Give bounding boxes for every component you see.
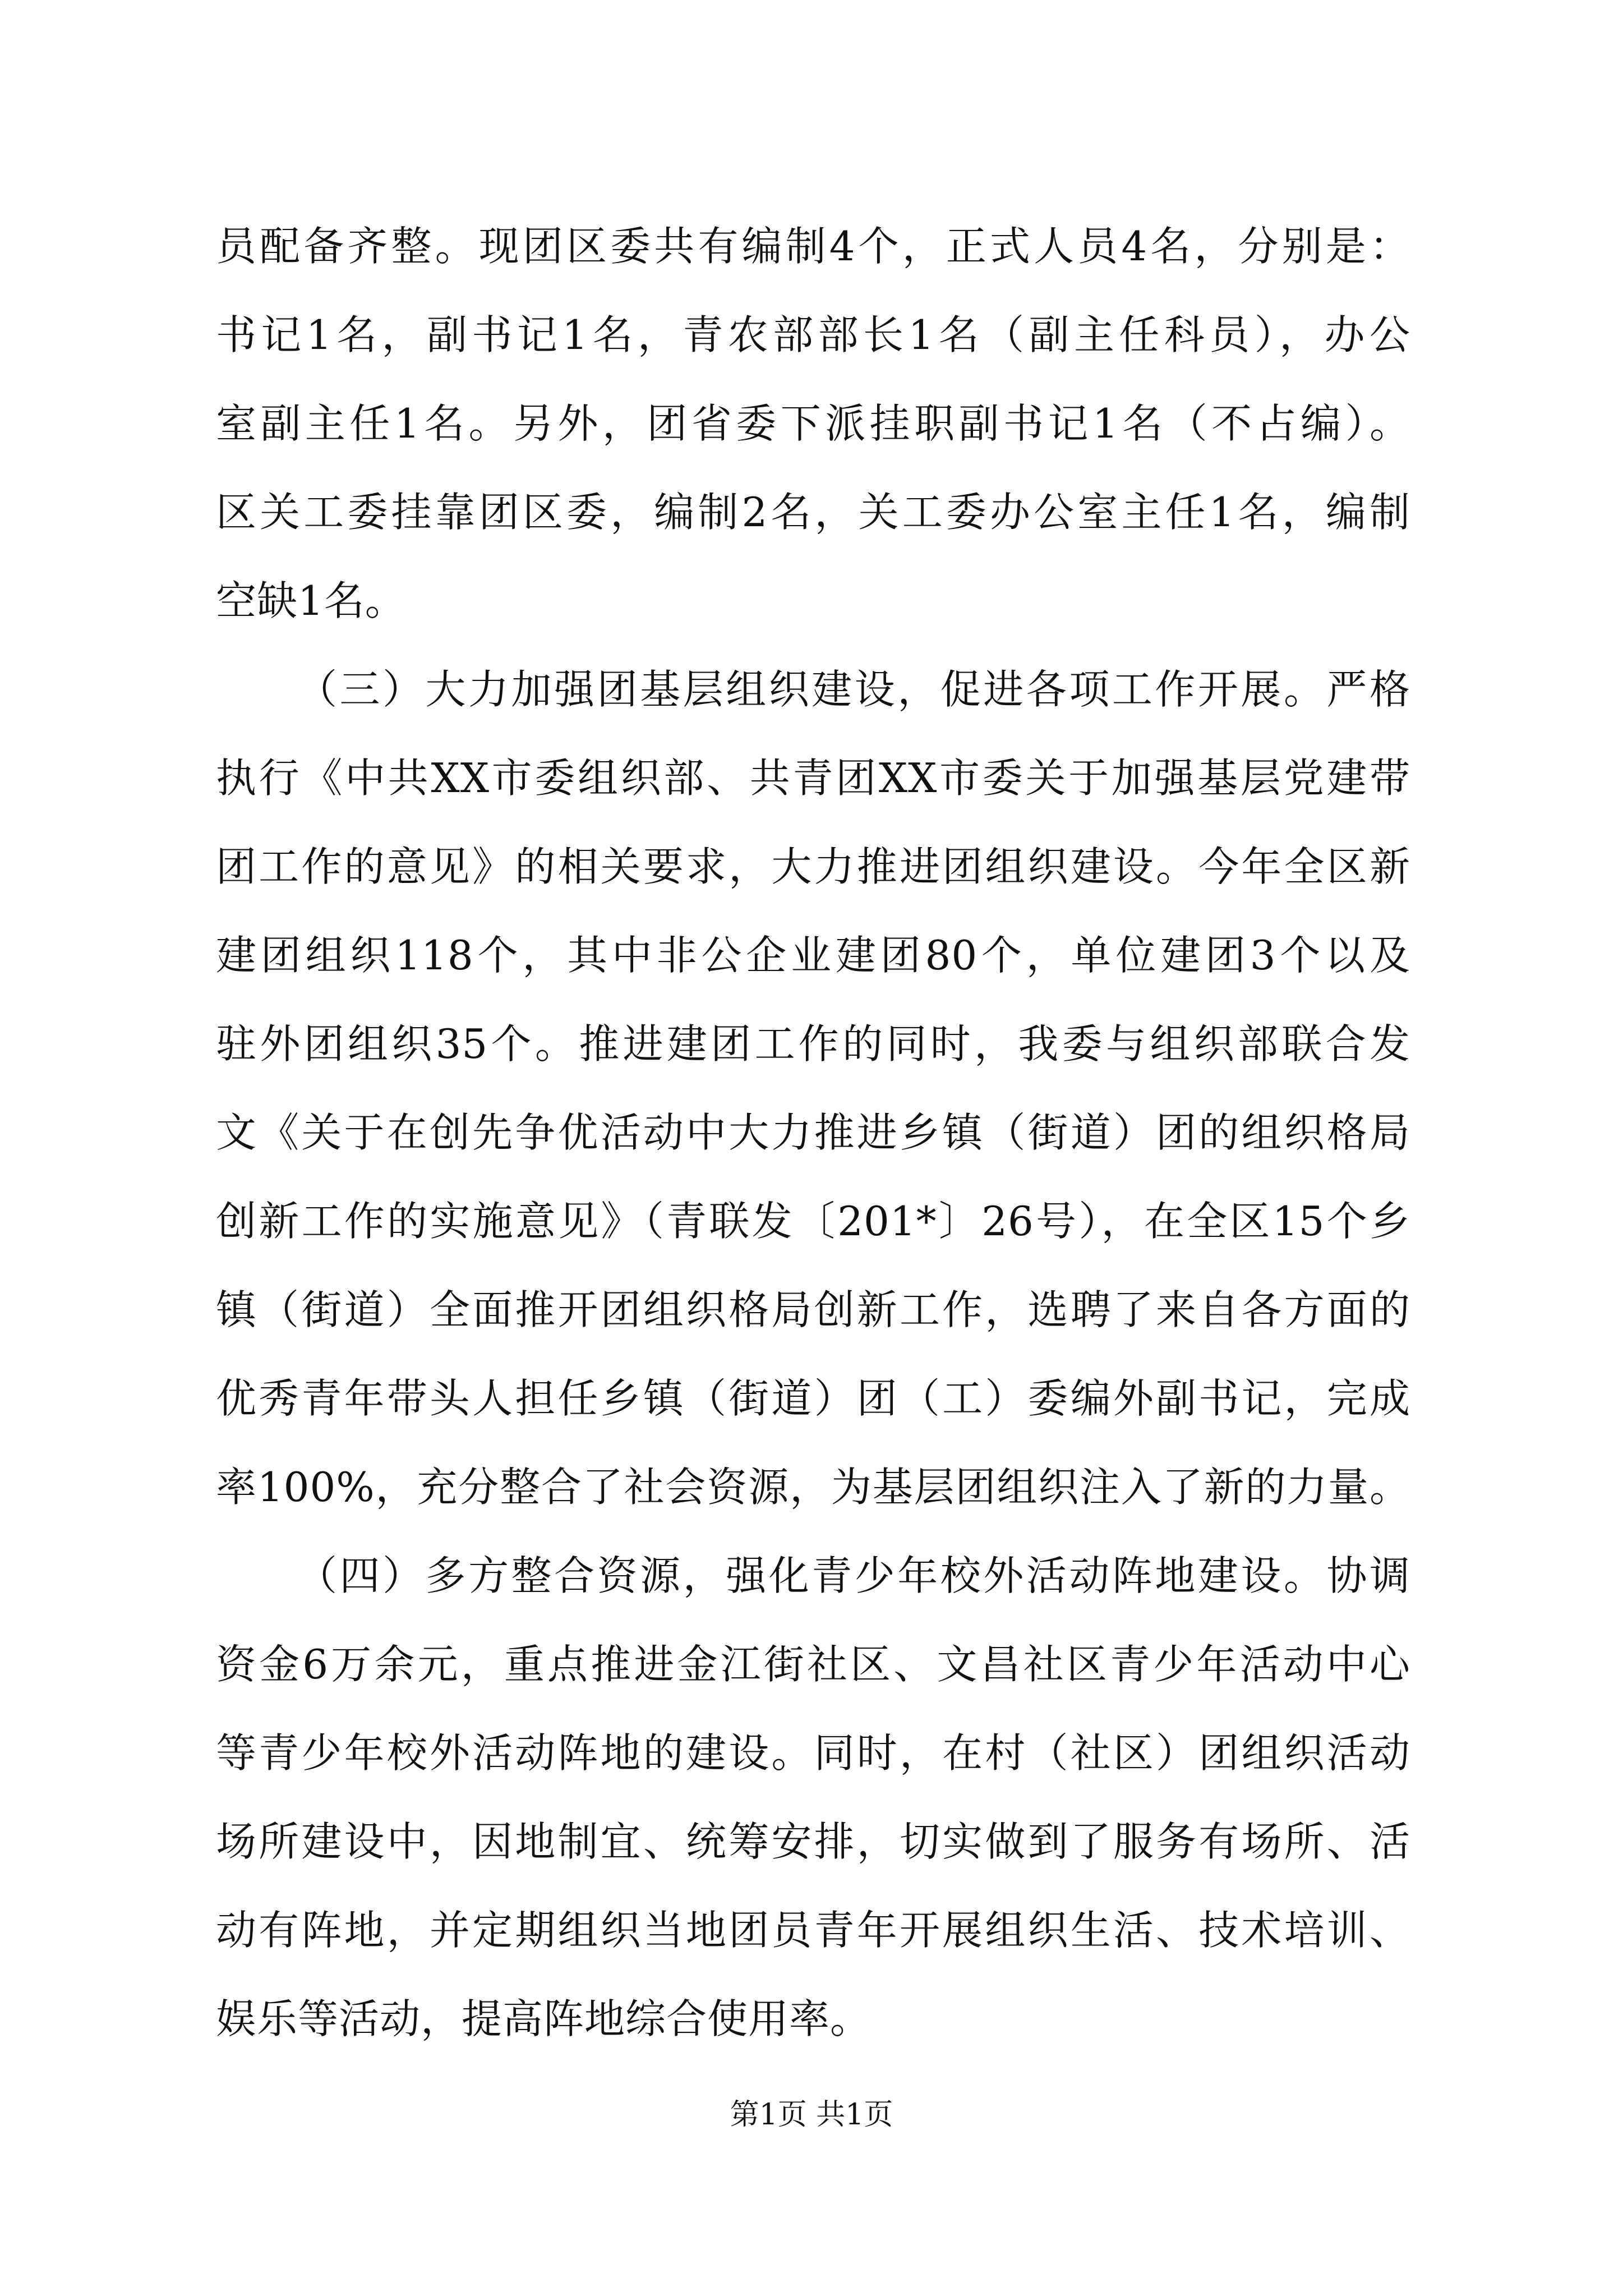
document-body — [216, 202, 1410, 2063]
paragraph-line: 镇（街道）全面推开团组织格局创新工作，选聘了来自各方面的 — [216, 1286, 1410, 1333]
paragraph-heading-line: （四）多方整合资源，强化青少年校外活动阵地建设。协调 — [297, 1552, 1410, 1599]
paragraph-line: 驻外团组织35个。推进建团工作的同时，我委与组织部联合发 — [216, 1020, 1410, 1068]
paragraph-line: 团工作的意见》的相关要求，大力推进团组织建设。今年全区新 — [216, 843, 1410, 890]
paragraph-line: 动有阵地，并定期组织当地团员青年开展组织生活、技术培训、 — [216, 1907, 1410, 1954]
paragraph-line: 建团组织118个，其中非公企业建团80个，单位建团3个以及 — [216, 932, 1410, 979]
paragraph-line: 资金6万余元，重点推进金江街社区、文昌社区青少年活动中心 — [216, 1641, 1410, 1688]
paragraph-line: 书记1名，副书记1名，青农部部长1名（副主任科员），办公 — [216, 311, 1410, 358]
paragraph-line: 执行《中共XX市委组织部、共青团XX市委关于加强基层党建带 — [216, 754, 1410, 802]
paragraph-heading-line: （三）大力加强团基层组织建设，促进各项工作开展。严格 — [297, 666, 1410, 713]
paragraph-line: 区关工委挂靠团区委，编制2名，关工委办公室主任1名，编制 — [216, 489, 1410, 536]
paragraph-line: 率100%，充分整合了社会资源，为基层团组织注入了新的力量。 — [216, 1464, 1410, 1511]
paragraph-line: 娱乐等活动，提高阵地综合使用率。 — [216, 1995, 872, 2042]
paragraph-line: 优秀青年带头人担任乡镇（街道）团（工）委编外副书记，完成 — [216, 1375, 1410, 1422]
paragraph-line: 场所建设中，因地制宜、统筹安排，切实做到了服务有场所、活 — [216, 1818, 1410, 1865]
paragraph-line: 室副主任1名。另外，团省委下派挂职副书记1名（不占编）。 — [216, 400, 1410, 447]
paragraph-line: 空缺1名。 — [216, 577, 406, 624]
paragraph-line: 等青少年校外活动阵地的建设。同时，在村（社区）团组织活动 — [216, 1729, 1410, 1777]
paragraph-line: 文《关于在创先争优活动中大力推进乡镇（街道）团的组织格局 — [216, 1109, 1410, 1156]
paragraph-line: 员配备齐整。现团区委共有编制4个，正式人员4名，分别是： — [216, 223, 1410, 270]
page-footer: 第1页 共1页 — [730, 2098, 893, 2132]
paragraph-line: 创新工作的实施意见》（青联发〔201*〕26号），在全区15个乡 — [216, 1198, 1410, 1245]
